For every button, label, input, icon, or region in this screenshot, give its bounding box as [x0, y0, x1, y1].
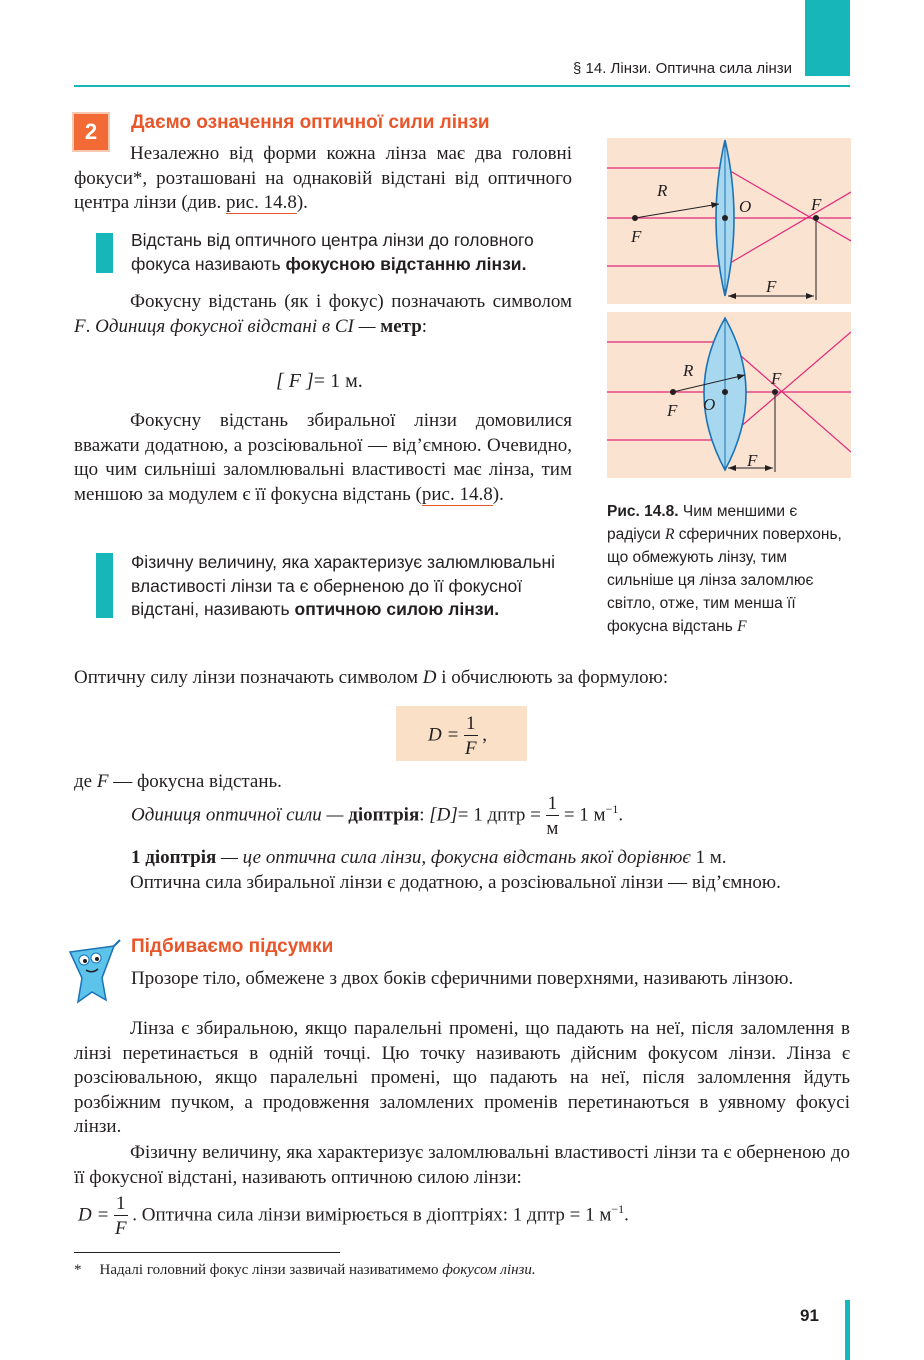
label-o: O	[703, 395, 716, 414]
running-header: § 14. Лінзи. Оптична сила лінзи	[573, 60, 792, 77]
unit-of-optical-power: Одиниця оптичної сили — діоптрія: [D]= 1 дптр = $\frac{1}{м}$ = 1 $м^{-1}$.	[131, 793, 624, 839]
dioptre-definition: 1 діоптрія — це оптична сила лінзи, фокусна відстань якої дорівнює 1 м.	[131, 847, 727, 868]
header-tab-marker	[805, 0, 850, 76]
summary-paragraph-2: Лінза є збиральною, якщо паралельні промені, що падають на неї, після заломлення в лінзі перетинається в одній точці. Цю точку називають дійсним фокусом лінзи. Лінза є розсіювальною, якщо паралельні промені, що падають на неї, після заломлення йдуть розбіжним пучком, а продовження заломлених променів перетинаються в уявному фокусі лінзи.	[74, 1018, 850, 1137]
figure-link[interactable]: рис. 14.8	[421, 483, 493, 505]
mascot-icon	[62, 938, 122, 1006]
thin-lens-diagram	[607, 138, 851, 304]
label-o: O	[739, 197, 752, 216]
paragraph-where-f: де F — фокусна відстань.	[74, 771, 282, 792]
footnote: * Надалі головний фокус лінзи зазвичай називатимемо фокусом лінзи.	[74, 1262, 536, 1278]
label-f-right: F	[811, 195, 822, 214]
formula-box	[396, 706, 527, 761]
label-r: R	[657, 181, 668, 200]
label-f-left: F	[667, 401, 678, 420]
definition-optical-power: Фізичну величину, яка характеризує залюмлювальні властивості лінзи та є оберненою до її фокусної відстані, називають оптичною силою лінзи.	[131, 552, 556, 619]
summary-paragraph-3: Фізичну величину, яка характеризує заломлювальні властивості лінзи та є оберненою до її фокусної відстані, називають оптичною силою лінзи:	[74, 1142, 850, 1188]
footnote-rule	[74, 1252, 340, 1253]
paragraph-optical-power-symbol: Оптичну силу лінзи позначають символом D і обчислюють за формулою:	[74, 667, 669, 688]
section-number: 2	[74, 114, 108, 150]
thick-lens-diagram	[607, 312, 851, 478]
paragraph-sign-of-power: Оптична сила збиральної лінзи є додатною, а розсіювальної лінзи — від’ємною.	[130, 872, 781, 893]
unit-formula: [ F ]= 1 м.	[276, 370, 363, 392]
label-f-distance: F	[747, 451, 758, 470]
label-f-distance: F	[766, 277, 777, 296]
formula-optical-power: D = $\frac{1}{F}$ ,	[428, 713, 488, 759]
paragraph-focal-symbol: Фокусну відстань (як і фокус) позначають символом F. Одиниця фокусної відстані в СІ — метр:	[74, 291, 572, 337]
page-number-bar	[845, 1300, 850, 1360]
header-rule	[74, 85, 850, 87]
label-r: R	[683, 361, 694, 380]
figure-lens-thick	[607, 312, 851, 478]
figure-caption: Рис. 14.8. Чим меншими є радіуси R сферичних поверхонь, що обмежують лінзу, тим сильніше ця лінза заломлює світло, отже, тим менша її фокусна відстань F	[607, 503, 842, 635]
definition-marker	[96, 553, 113, 618]
definition-marker	[96, 233, 113, 273]
figure-lens-thin	[607, 138, 851, 304]
paragraph-focal-points: Незалежно від форми кожна лінза має два головні фокуси*, розташовані на однаковій відстані від оптичного центра лінзи (див. рис. 14.8).	[74, 143, 572, 213]
summary-formula: D = $\frac{1}{F}$ . Оптична сила лінзи вимірюється в діоптріях: 1 дптр = 1 $м^{-1}$.	[78, 1193, 629, 1239]
label-f-left: F	[631, 227, 642, 246]
page-number: 91	[800, 1306, 819, 1325]
section-title: Даємо означення оптичної сили лінзи	[131, 112, 490, 133]
figure-link[interactable]: рис. 14.8	[225, 192, 297, 213]
definition-focal-length: Відстань від оптичного центра лінзи до головного фокуса називають фокусною відстанню лінзи.	[131, 230, 534, 274]
summary-paragraph-1: Прозоре тіло, обмежене з двох боків сферичними поверхнями, називають лінзою.	[131, 968, 794, 989]
label-f-right: F	[771, 369, 782, 388]
paragraph-sign-convention: Фокусну відстань збиральної лінзи домовилися вважати додатною, а розсіювальної — від’ємною. Очевидно, що чим сильніші заломлювальні властивості має лінза, тим меншою за модулем є її фокусна відстань (рис. 14.8).	[74, 410, 572, 505]
summary-title: Підбиваємо підсумки	[131, 936, 334, 957]
